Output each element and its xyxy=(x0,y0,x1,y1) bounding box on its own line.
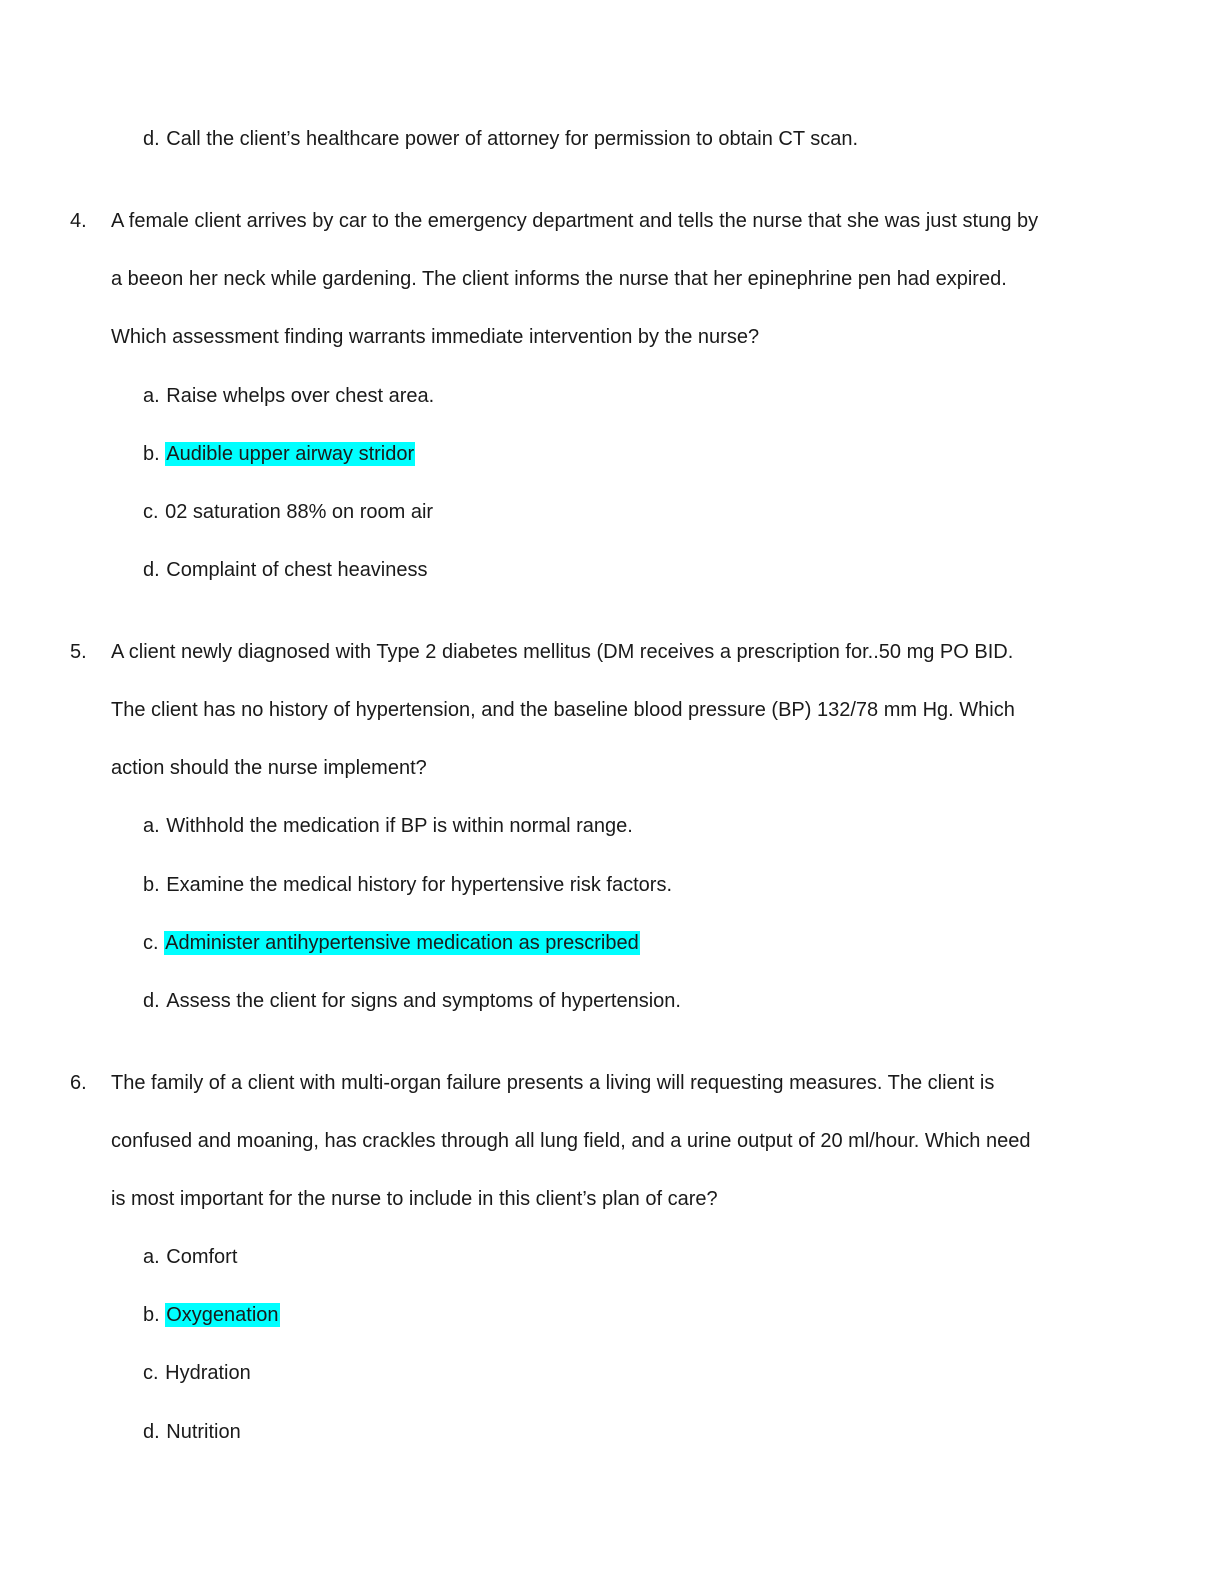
option-row xyxy=(143,872,673,898)
option-row xyxy=(143,499,434,525)
option-text: 02 saturation 88% on room air xyxy=(165,501,434,523)
option-row xyxy=(143,1244,238,1270)
option-letter: d. xyxy=(143,559,160,581)
option-letter: c. xyxy=(143,932,159,954)
option-letter: d. xyxy=(143,990,160,1012)
option-text-highlighted: Audible upper airway stridor xyxy=(166,443,415,465)
option-text: Call the client’s healthcare power of attorney for permission to obtain CT scan. xyxy=(166,128,859,150)
option-row xyxy=(143,557,429,583)
option-letter: b. xyxy=(143,874,160,896)
option-letter: b. xyxy=(143,443,160,465)
option-row xyxy=(143,988,682,1014)
option-letter: c. xyxy=(143,501,159,523)
option-text-highlighted: Administer antihypertensive medication as prescribed xyxy=(165,932,639,954)
option-row xyxy=(143,1360,252,1386)
option-text: Raise whelps over chest area. xyxy=(166,385,435,407)
option-text-highlighted: Oxygenation xyxy=(166,1304,279,1326)
question-line: is most important for the nurse to include in this client’s plan of care? xyxy=(111,1188,718,1210)
option-text: Examine the medical history for hypertensive risk factors. xyxy=(166,874,673,896)
option-text: Complaint of chest heaviness xyxy=(166,559,428,581)
option-row xyxy=(143,930,640,956)
question-number: 5. xyxy=(70,641,87,663)
option-text: Withhold the medication if BP is within normal range. xyxy=(166,815,633,837)
option-letter: d. xyxy=(143,1421,160,1443)
option-letter: a. xyxy=(143,385,160,407)
question-line: a beeon her neck while gardening. The client informs the nurse that her epinephrine pen had expired. xyxy=(111,268,1007,290)
question-line: The client has no history of hypertension, and the baseline blood pressure (BP) 132/78 mm Hg. Which xyxy=(111,699,1015,721)
option-row xyxy=(143,1302,280,1328)
option-row xyxy=(143,383,435,409)
question-line: confused and moaning, has crackles through all lung field, and a urine output of 20 ml/hour. Which need xyxy=(111,1130,1031,1152)
question-line: Which assessment finding warrants immediate intervention by the nurse? xyxy=(111,326,760,348)
option-text: Nutrition xyxy=(166,1421,241,1443)
question-line: action should the nurse implement? xyxy=(111,757,427,779)
option-letter: a. xyxy=(143,815,160,837)
option-text: Hydration xyxy=(165,1362,251,1384)
option-letter: c. xyxy=(143,1362,159,1384)
question-number: 6. xyxy=(70,1072,87,1094)
option-letter: a. xyxy=(143,1246,160,1268)
option-row xyxy=(143,441,415,467)
question-number: 4. xyxy=(70,210,87,232)
option-row xyxy=(143,126,859,152)
option-row xyxy=(143,813,634,839)
option-row xyxy=(143,1419,242,1445)
option-letter: d. xyxy=(143,128,160,150)
option-letter: b. xyxy=(143,1304,160,1326)
question-line: The family of a client with multi-organ failure presents a living will requesting measures. The client is xyxy=(111,1072,995,1094)
option-text: Assess the client for signs and symptoms of hypertension. xyxy=(166,990,681,1012)
option-text: Comfort xyxy=(166,1246,238,1268)
question-line: A female client arrives by car to the emergency department and tells the nurse that she was just stung by xyxy=(111,210,1039,232)
question-line: A client newly diagnosed with Type 2 diabetes mellitus (DM receives a prescription for..50 mg PO BID. xyxy=(111,641,1014,663)
